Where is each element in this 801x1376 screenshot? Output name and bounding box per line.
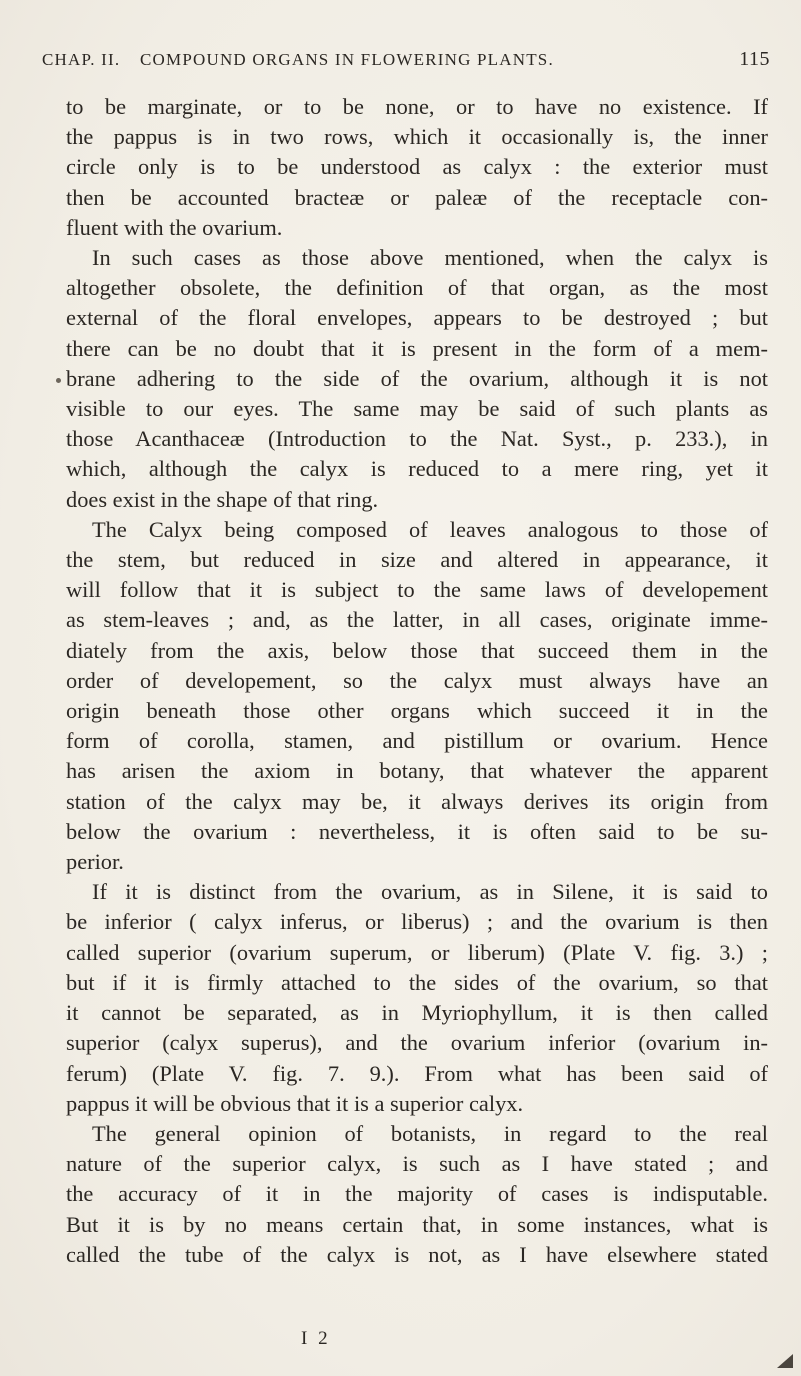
text-line: pappus it will be obvious that it is a superior calyx. (66, 1090, 524, 1116)
text-line: will follow that it is subject to the same laws of developement (66, 577, 768, 603)
text-line: But it is by no means certain that, in some instances, what is (66, 1211, 768, 1237)
text-line: The Calyx being composed of leaves analogous to those of (92, 516, 768, 542)
text-line: then be accounted bracteæ or paleæ of the receptacle con- (66, 184, 768, 210)
text-line: to be marginate, or to be none, or to have no existence. If (66, 94, 768, 119)
text-line: as stem-leaves ; and, as the latter, in all cases, originate imme- (66, 607, 768, 633)
text-line: those Acanthaceæ (Introduction to the Nat. Syst., p. 233.), in (66, 426, 768, 452)
text-line: perior. (66, 849, 124, 875)
text-line: does exist in the shape of that ring. (66, 486, 379, 512)
text-line: called the tube of the calyx is not, as I have elsewhere stated (66, 1241, 768, 1267)
text-line: there can be no doubt that it is present in the form of a mem- (66, 335, 768, 361)
page-number: 115 (739, 48, 770, 70)
chapter-label: CHAP. II. (42, 50, 121, 69)
text-line: has arisen the axiom in botany, that whatever the apparent (66, 758, 768, 784)
running-title: COMPOUND ORGANS IN FLOWERING PLANTS. (140, 50, 554, 69)
text-line: below the ovarium : nevertheless, it is often said to be su- (66, 818, 768, 844)
text-line: In such cases as those above mentioned, when the calyx is (92, 245, 768, 271)
text-line: nature of the superior calyx, is such as I have stated ; and (66, 1151, 768, 1177)
page-corner-mark (777, 1354, 793, 1368)
body-text (66, 92, 768, 1270)
text-line: the accuracy of it in the majority of cases is indisputable. (66, 1181, 768, 1207)
text-line: brane adhering to the side of the ovarium, although it is not (66, 365, 768, 391)
text-line: called superior (ovarium superum, or liberum) (Plate V. fig. 3.) ; (66, 939, 768, 965)
text-line: the pappus is in two rows, which it occasionally is, the inner (66, 124, 768, 150)
text-line: but if it is firmly attached to the sides of the ovarium, so that (66, 969, 768, 995)
text-line: ferum) (Plate V. fig. 7. 9.). From what has been said of (66, 1060, 768, 1086)
signature-mark: I 2 (301, 1328, 331, 1349)
text-line: origin beneath those other organs which succeed it in the (66, 698, 768, 724)
text-line: be inferior ( calyx inferus, or liberus) ; and the ovarium is then (66, 909, 768, 935)
text-line: external of the floral envelopes, appears to be destroyed ; but (66, 305, 768, 331)
text-line: which, although the calyx is reduced to a mere ring, yet it (66, 456, 768, 482)
text-line: order of developement, so the calyx must always have an (66, 667, 768, 693)
text-line: diately from the axis, below those that succeed them in the (66, 637, 768, 663)
text-line: altogether obsolete, the definition of that organ, as the most (66, 275, 768, 301)
text-line: visible to our eyes. The same may be said of such plants as (66, 396, 768, 422)
text-line: the stem, but reduced in size and altered in appearance, it (66, 547, 768, 573)
text-line: fluent with the ovarium. (66, 214, 283, 240)
paper-speck (56, 378, 61, 383)
text-line: it cannot be separated, as in Myriophyllum, it is then called (66, 1000, 768, 1026)
running-head (42, 50, 770, 78)
text-line: circle only is to be understood as calyx : the exterior must (66, 154, 768, 180)
text-line: station of the calyx may be, it always derives its origin from (66, 788, 768, 814)
text-line: superior (calyx superus), and the ovarium inferior (ovarium in- (66, 1030, 768, 1056)
text-line: If it is distinct from the ovarium, as in Silene, it is said to (92, 879, 768, 905)
text-line: form of corolla, stamen, and pistillum or ovarium. Hence (66, 728, 768, 754)
text-line: The general opinion of botanists, in regard to the real (92, 1120, 768, 1146)
